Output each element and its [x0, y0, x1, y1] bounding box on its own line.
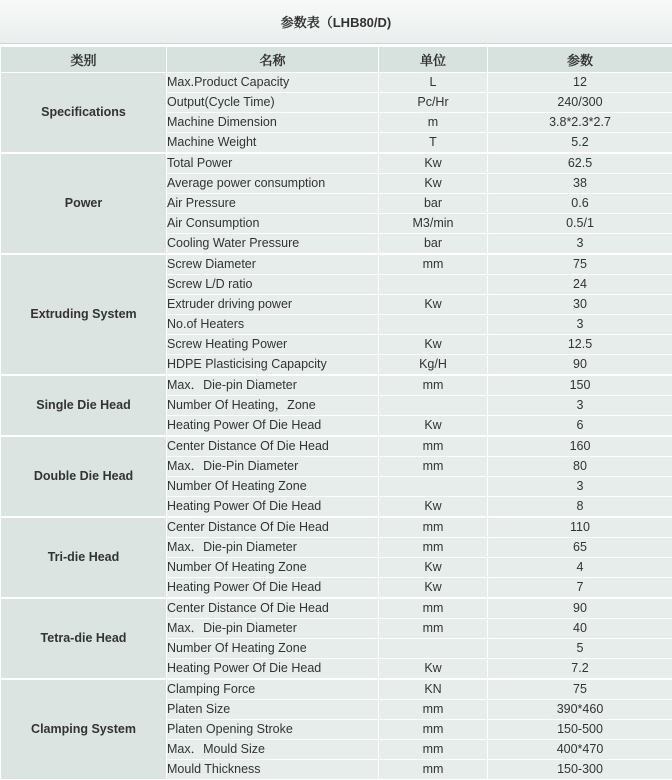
unit-cell — [379, 275, 488, 295]
category-cell: Clamping System — [1, 679, 167, 780]
value-cell: 80 — [488, 457, 672, 477]
category-cell: Extruding System — [1, 254, 167, 375]
value-cell: 4 — [488, 558, 672, 578]
value-cell: 400*470 — [488, 740, 672, 760]
value-cell: 390*460 — [488, 700, 672, 720]
name-cell: Air Pressure — [167, 194, 379, 214]
table-row — [1, 598, 672, 619]
name-cell: Center Distance Of Die Head — [167, 436, 379, 457]
value-cell: 150-500 — [488, 720, 672, 740]
name-cell: Center Distance Of Die Head — [167, 517, 379, 538]
name-cell: Clamping Force — [167, 679, 379, 700]
name-cell: Center Distance Of Die Head — [167, 598, 379, 619]
table-row — [1, 679, 672, 700]
unit-cell: mm — [379, 538, 488, 558]
unit-cell: Kw — [379, 578, 488, 599]
unit-cell: mm — [379, 700, 488, 720]
value-cell: 30 — [488, 295, 672, 315]
value-cell: 3 — [488, 477, 672, 497]
value-cell: 110 — [488, 517, 672, 538]
unit-cell: mm — [379, 720, 488, 740]
value-cell: 8 — [488, 497, 672, 518]
value-cell: 12.5 — [488, 335, 672, 355]
spec-table-body — [1, 73, 672, 780]
name-cell: HDPE Plasticising Capapcity — [167, 355, 379, 376]
header-row — [1, 47, 672, 73]
header-name: 名称 — [167, 47, 379, 73]
name-cell: Screw Diameter — [167, 254, 379, 275]
unit-cell — [379, 396, 488, 416]
value-cell: 24 — [488, 275, 672, 295]
table-row — [1, 153, 672, 174]
unit-cell: L — [379, 73, 488, 93]
value-cell: 90 — [488, 355, 672, 376]
value-cell: 160 — [488, 436, 672, 457]
name-cell: Max．Die-Pin Diameter — [167, 457, 379, 477]
table-title-bar — [0, 0, 672, 44]
name-cell: Machine Weight — [167, 133, 379, 154]
spec-table — [0, 46, 672, 780]
unit-cell: m — [379, 113, 488, 133]
name-cell: Max．Die-pin Diameter — [167, 619, 379, 639]
value-cell: 150-300 — [488, 760, 672, 780]
value-cell: 12 — [488, 73, 672, 93]
unit-cell: mm — [379, 740, 488, 760]
unit-cell: Kw — [379, 153, 488, 174]
name-cell: Heating Power Of Die Head — [167, 578, 379, 599]
name-cell: Platen Opening Stroke — [167, 720, 379, 740]
value-cell: 40 — [488, 619, 672, 639]
name-cell: Number Of Heating，Zone — [167, 396, 379, 416]
unit-cell: Kw — [379, 335, 488, 355]
unit-cell: mm — [379, 517, 488, 538]
category-cell: Tri-die Head — [1, 517, 167, 598]
unit-cell: Kw — [379, 497, 488, 518]
unit-cell: mm — [379, 619, 488, 639]
name-cell: Total Power — [167, 153, 379, 174]
value-cell: 65 — [488, 538, 672, 558]
header-category: 类别 — [1, 47, 167, 73]
unit-cell: mm — [379, 254, 488, 275]
value-cell: 3 — [488, 396, 672, 416]
name-cell: Cooling Water Pressure — [167, 234, 379, 255]
unit-cell: KN — [379, 679, 488, 700]
value-cell: 240/300 — [488, 93, 672, 113]
table-row — [1, 73, 672, 93]
value-cell: 150 — [488, 375, 672, 396]
unit-cell: mm — [379, 436, 488, 457]
unit-cell: mm — [379, 457, 488, 477]
value-cell: 7 — [488, 578, 672, 599]
name-cell: Output(Cycle Time) — [167, 93, 379, 113]
name-cell: Heating Power Of Die Head — [167, 659, 379, 680]
unit-cell: mm — [379, 598, 488, 619]
value-cell: 0.5/1 — [488, 214, 672, 234]
unit-cell — [379, 315, 488, 335]
header-unit: 单位 — [379, 47, 488, 73]
name-cell: Max．Mould Size — [167, 740, 379, 760]
value-cell: 75 — [488, 254, 672, 275]
name-cell: Max.Product Capacity — [167, 73, 379, 93]
table-row — [1, 254, 672, 275]
unit-cell — [379, 477, 488, 497]
unit-cell: Kg/H — [379, 355, 488, 376]
unit-cell: T — [379, 133, 488, 154]
value-cell: 3 — [488, 234, 672, 255]
header-value: 参数 — [488, 47, 672, 73]
unit-cell: Kw — [379, 174, 488, 194]
name-cell: Heating Power Of Die Head — [167, 497, 379, 518]
name-cell: No.of Heaters — [167, 315, 379, 335]
table-row — [1, 436, 672, 457]
value-cell: 7.2 — [488, 659, 672, 680]
value-cell: 3.8*2.3*2.7 — [488, 113, 672, 133]
unit-cell: Kw — [379, 659, 488, 680]
unit-cell: Kw — [379, 416, 488, 437]
name-cell: Max．Die-pin Diameter — [167, 375, 379, 396]
name-cell: Screw Heating Power — [167, 335, 379, 355]
unit-cell: bar — [379, 194, 488, 214]
name-cell: Screw L/D ratio — [167, 275, 379, 295]
unit-cell: Pc/Hr — [379, 93, 488, 113]
unit-cell: mm — [379, 760, 488, 780]
value-cell: 75 — [488, 679, 672, 700]
name-cell: Average power consumption — [167, 174, 379, 194]
table-row — [1, 375, 672, 396]
category-cell: Tetra-die Head — [1, 598, 167, 679]
value-cell: 38 — [488, 174, 672, 194]
name-cell: Number Of Heating Zone — [167, 558, 379, 578]
category-cell: Power — [1, 153, 167, 254]
value-cell: 62.5 — [488, 153, 672, 174]
value-cell: 5.2 — [488, 133, 672, 154]
unit-cell: bar — [379, 234, 488, 255]
name-cell: Number Of Heating Zone — [167, 639, 379, 659]
category-cell: Single Die Head — [1, 375, 167, 436]
value-cell: 5 — [488, 639, 672, 659]
unit-cell: Kw — [379, 295, 488, 315]
table-title: 参数表（LHB80/D) — [281, 12, 392, 31]
table-row — [1, 517, 672, 538]
name-cell: Extruder driving power — [167, 295, 379, 315]
category-cell: Double Die Head — [1, 436, 167, 517]
name-cell: Platen Size — [167, 700, 379, 720]
name-cell: Machine Dimension — [167, 113, 379, 133]
unit-cell — [379, 639, 488, 659]
value-cell: 6 — [488, 416, 672, 437]
value-cell: 90 — [488, 598, 672, 619]
name-cell: Number Of Heating Zone — [167, 477, 379, 497]
name-cell: Max．Die-pin Diameter — [167, 538, 379, 558]
unit-cell: Kw — [379, 558, 488, 578]
value-cell: 0.6 — [488, 194, 672, 214]
unit-cell: mm — [379, 375, 488, 396]
unit-cell: M3/min — [379, 214, 488, 234]
name-cell: Mould Thickness — [167, 760, 379, 780]
category-cell: Specifications — [1, 73, 167, 154]
name-cell: Air Consumption — [167, 214, 379, 234]
value-cell: 3 — [488, 315, 672, 335]
name-cell: Heating Power Of Die Head — [167, 416, 379, 437]
